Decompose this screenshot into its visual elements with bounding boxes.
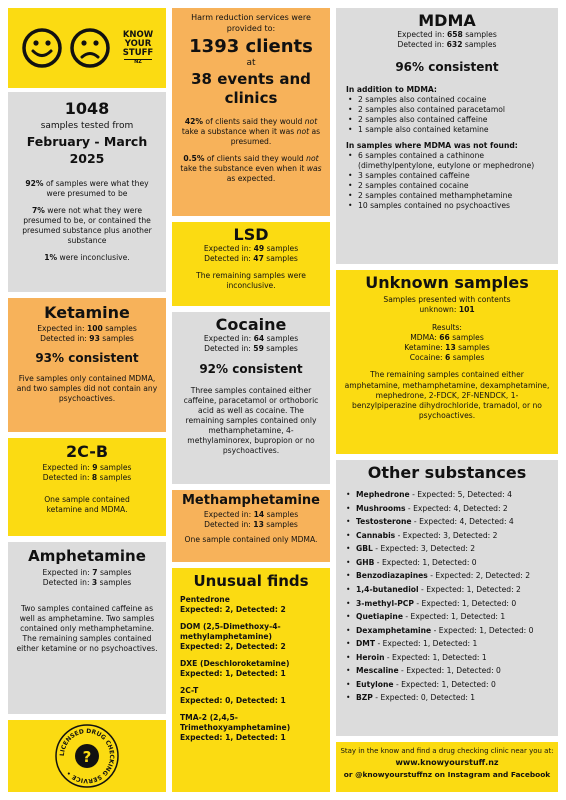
list-item: • Mushrooms - Expected: 4, Detected: 2 — [344, 502, 550, 516]
unknown-title: Unknown samples — [365, 273, 529, 292]
logo-panel — [8, 8, 166, 88]
list-item: • 2 samples also contained paracetamol — [346, 105, 548, 115]
summary-p2: 7% were not what they were presumed to be, or contained the presumed substance plus another substance — [22, 206, 152, 246]
list-item: • 1 sample also contained ketamine — [346, 125, 548, 135]
mdma-panel — [336, 8, 558, 264]
list-item: • 10 samples contained no psychoactives — [346, 201, 548, 211]
happy-face-icon — [22, 28, 62, 68]
meth-title: Methamphetamine — [182, 493, 320, 508]
mdma-addition-heading: In addition to MDMA: — [346, 85, 437, 95]
cocaine-note: Three samples contained either caffeine, paracetamol or orthoboric acid as well as cocaine. The remaining samples contained only methamphetamine, 4-methylaminorex, bupropion or no psychoactives. — [183, 386, 319, 456]
list-item: • GBL - Expected: 3, Detected: 2 — [344, 542, 550, 556]
list-item: • 2 samples also contained caffeine — [346, 115, 548, 125]
cocaine-detected: Detected in: 59 samples — [204, 344, 298, 354]
lsd-title: LSD — [233, 225, 269, 244]
lsd-panel — [172, 222, 330, 306]
footer-link-website[interactable]: www.knowyourstuff.nz — [395, 758, 499, 768]
lsd-note: The remaining samples were inconclusive. — [196, 271, 306, 291]
list-item: • DMT - Expected: 1, Detected: 1 — [344, 637, 550, 651]
mdma-addition-list — [346, 95, 548, 135]
unusual-item: 2C-T Expected: 0, Detected: 1 — [180, 686, 286, 706]
mdma-consistent: 96% consistent — [395, 60, 499, 75]
footer-panel — [336, 742, 558, 792]
2cb-panel — [8, 438, 166, 536]
list-item: • 2 samples contained methamphetamine — [346, 191, 548, 201]
list-item: • 2 samples contained cocaine — [346, 181, 548, 191]
2cb-title: 2C-B — [65, 442, 109, 461]
list-item: • 1,4-butanediol - Expected: 1, Detected: 2 — [344, 583, 550, 597]
unusual-item: TMA-2 (2,4,5-Trimethoxyamphetamine) Expected: 1, Detected: 1 — [180, 713, 291, 743]
unusual-title: Unusual finds — [193, 572, 309, 590]
ketamine-detected: Detected in: 93 samples — [40, 334, 134, 344]
list-item: • 6 samples contained a cathinone (dimethylpentylone, eutylone or mephedrone) — [346, 151, 548, 171]
summary-p3: 1% were inconclusive. — [44, 253, 130, 263]
ketamine-consistent: 93% consistent — [35, 351, 139, 366]
cocaine-expected: Expected in: 64 samples — [203, 334, 299, 344]
cocaine-title: Cocaine — [215, 315, 287, 334]
harm-stat-1: 42% of clients said they would not take a substance when it was not as presumed. — [181, 116, 321, 146]
list-item: • Benzodiazapines - Expected: 2, Detected: 2 — [344, 569, 550, 583]
list-item: • Mescaline - Expected: 1, Detected: 0 — [344, 664, 550, 678]
2cb-expected: Expected in: 9 samples — [42, 463, 132, 473]
methamphetamine-panel — [172, 490, 330, 562]
ketamine-panel — [8, 298, 166, 432]
footer-line-1: Stay in the know and find a drug checking clinic near you at: — [340, 747, 554, 755]
unusual-item: DOM (2,5-Dimethoxy-4-methylamphetamine) Expected: 2, Detected: 2 — [180, 622, 286, 652]
list-item: • 3-methyl-PCP - Expected: 1, Detected: 0 — [344, 597, 550, 611]
unknown-note: The remaining samples contained either amphetamine, methamphetamine, dexamphetamine, mephedrone, 2-FDCK, 2F-NENDCK, 1-benzylpiperazine dihydrochloride, tramadol, or no psychoactives. — [344, 370, 550, 420]
meth-expected: Expected in: 14 samples — [203, 510, 299, 520]
list-item: • Mephedrone - Expected: 5, Detected: 4 — [344, 488, 550, 502]
unusual-finds-panel — [172, 568, 330, 792]
2cb-note: One sample contained ketamine and MDMA. — [44, 495, 130, 515]
meth-note: One sample contained only MDMA. — [184, 535, 318, 545]
unusual-item: Pentedrone Expected: 2, Detected: 2 — [180, 595, 286, 615]
license-badge-panel — [8, 720, 166, 792]
amphetamine-panel — [8, 542, 166, 714]
svg-text:LICENSED DRUG CHECKING SERVICE: LICENSED DRUG CHECKING SERVICE • — [58, 727, 116, 785]
cocaine-consistent: 92% consistent — [199, 362, 303, 377]
other-title: Other substances — [367, 463, 527, 482]
list-item: • Eutylone - Expected: 1, Detected: 0 — [344, 678, 550, 692]
mdma-notfound-list — [346, 151, 548, 211]
mdma-detected: Detected in: 632 samples — [397, 40, 497, 50]
harm-reduction-panel — [172, 8, 330, 216]
sad-face-icon — [70, 28, 110, 68]
mdma-title: MDMA — [418, 11, 476, 30]
harm-intro: Harm reduction services were provided to: — [191, 13, 311, 33]
unusual-item: DXE (Deschloroketamine) Expected: 1, Detected: 1 — [180, 659, 290, 679]
list-item: • Testosterone - Expected: 4, Detected: 4 — [344, 515, 550, 529]
meth-detected: Detected in: 13 samples — [204, 520, 298, 530]
unknown-samples-panel — [336, 270, 558, 454]
list-item: • Dexamphetamine - Expected: 1, Detected: 0 — [344, 624, 550, 638]
unknown-presented: Samples presented with contents unknown: 101 — [383, 295, 511, 315]
list-item: • GHB - Expected: 1, Detected: 0 — [344, 556, 550, 570]
summary-panel — [8, 92, 166, 292]
at-text: at — [246, 57, 256, 68]
mdma-notfound-heading: In samples where MDMA was not found: — [346, 141, 518, 151]
harm-stat-2: 0.5% of clients said they would not take the substance even when it was as expected. — [180, 153, 322, 183]
list-item: • Cannabis - Expected: 3, Detected: 2 — [344, 529, 550, 543]
amph-detected: Detected in: 3 samples — [42, 578, 132, 588]
lsd-detected: Detected in: 47 samples — [204, 254, 298, 264]
result-mdma: MDMA: 66 samples — [410, 333, 484, 343]
other-substances-panel — [336, 460, 558, 736]
mdma-expected: Expected in: 658 samples — [397, 30, 497, 40]
samples-count: 1048 — [64, 99, 110, 118]
list-item: • 2 samples also contained cocaine — [346, 95, 548, 105]
ketamine-note: Five samples only contained MDMA, and two samples did not contain any psychoactives. — [16, 374, 158, 404]
summary-p1: 92% of samples were what they were presumed to be — [25, 178, 149, 198]
result-cocaine: Cocaine: 6 samples — [409, 353, 485, 363]
list-item: • Quetiapine - Expected: 1, Detected: 1 — [344, 610, 550, 624]
samples-line: samples tested from — [40, 120, 134, 131]
result-ketamine: Ketamine: 13 samples — [404, 343, 490, 353]
other-list — [344, 488, 550, 704]
amph-note: Two samples contained caffeine as well as amphetamine. Two samples contained only methamphetamine. The remaining samples contained either ketamine or no psychoactives. — [16, 604, 158, 654]
logo-wordmark: KNOW YOUR STUFF NZ — [122, 30, 154, 65]
lsd-expected: Expected in: 49 samples — [203, 244, 299, 254]
svg-text:?: ? — [82, 748, 92, 766]
list-item: • Heroin - Expected: 1, Detected: 1 — [344, 651, 550, 665]
amph-title: Amphetamine — [28, 547, 146, 565]
events-count: 38 events and clinics — [191, 69, 311, 108]
ketamine-title: Ketamine — [44, 303, 130, 322]
results-label: Results: — [432, 323, 462, 333]
ketamine-expected: Expected in: 100 samples — [37, 324, 137, 334]
footer-social[interactable]: or @knowyourstuffnz on Instagram and Facebook — [343, 769, 551, 779]
clients-count: 1393 clients — [189, 36, 313, 58]
amph-expected: Expected in: 7 samples — [42, 568, 132, 578]
cocaine-panel — [172, 312, 330, 484]
2cb-detected: Detected in: 8 samples — [42, 473, 132, 483]
period: February - March 2025 — [26, 134, 148, 166]
licensed-badge-icon — [54, 723, 120, 789]
list-item: • BZP - Expected: 0, Detected: 1 — [344, 691, 550, 705]
list-item: • 3 samples contained caffeine — [346, 171, 548, 181]
